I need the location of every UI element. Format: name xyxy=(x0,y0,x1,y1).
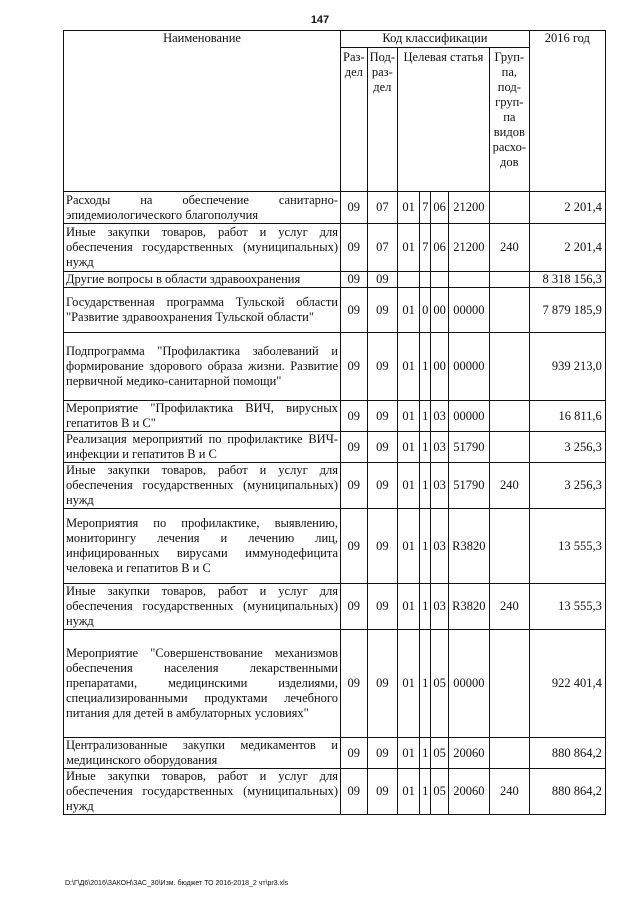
row-code-2: 1 xyxy=(420,401,431,432)
row-podrazdel: 07 xyxy=(367,192,397,224)
row-podrazdel: 09 xyxy=(367,738,397,769)
table-row xyxy=(64,463,606,509)
row-amount: 3 256,3 xyxy=(529,463,605,509)
table-row xyxy=(64,401,606,432)
row-amount: 13 555,3 xyxy=(529,509,605,584)
row-amount: 922 401,4 xyxy=(529,630,605,738)
row-code-2: 0 xyxy=(420,288,431,333)
table-row xyxy=(64,333,606,401)
row-code-4: R3820 xyxy=(448,509,489,584)
row-vid xyxy=(489,333,529,401)
row-razdel: 09 xyxy=(341,288,368,333)
row-vid: 240 xyxy=(489,584,529,630)
row-amount: 16 811,6 xyxy=(529,401,605,432)
row-amount: 939 213,0 xyxy=(529,333,605,401)
row-name: Государственная программа Тульской области "Развитие здравоохранения Тульской области" xyxy=(64,288,341,333)
row-razdel: 09 xyxy=(341,333,368,401)
row-amount: 3 256,3 xyxy=(529,432,605,463)
header-podrazdel: Под- раз- дел xyxy=(367,48,397,192)
row-code-1: 01 xyxy=(398,401,420,432)
row-code-3: 00 xyxy=(431,333,449,401)
row-podrazdel: 09 xyxy=(367,463,397,509)
row-code-1: 01 xyxy=(398,432,420,463)
row-name: Централизованные закупки медикаментов и медицинского оборудования xyxy=(64,738,341,769)
row-podrazdel: 09 xyxy=(367,272,397,288)
row-razdel: 09 xyxy=(341,463,368,509)
row-amount: 13 555,3 xyxy=(529,584,605,630)
row-name: Мероприятие "Профилактика ВИЧ, вирусных гепатитов В и С" xyxy=(64,401,341,432)
row-podrazdel: 09 xyxy=(367,630,397,738)
row-razdel: 09 xyxy=(341,224,368,272)
row-razdel: 09 xyxy=(341,738,368,769)
row-vid xyxy=(489,509,529,584)
row-vid xyxy=(489,272,529,288)
row-code-2: 7 xyxy=(420,224,431,272)
header-celevaya: Целевая статья xyxy=(398,48,490,192)
row-razdel: 09 xyxy=(341,401,368,432)
row-vid xyxy=(489,192,529,224)
row-code-1: 01 xyxy=(398,333,420,401)
row-name: Реализация мероприятий по профилактике ВИЧ-инфекции и гепатитов В и С xyxy=(64,432,341,463)
row-code-1: 01 xyxy=(398,224,420,272)
row-code-2: 1 xyxy=(420,432,431,463)
row-razdel: 09 xyxy=(341,630,368,738)
row-code-4: 21200 xyxy=(448,224,489,272)
row-name: Подпрограмма "Профилактика заболеваний и формирование здорового образа жизни. Развитие первичной медико-санитарной помощи" xyxy=(64,333,341,401)
row-amount: 880 864,2 xyxy=(529,769,605,815)
row-code-1: 01 xyxy=(398,463,420,509)
row-code-2: 1 xyxy=(420,333,431,401)
row-name: Мероприятия по профилактике, выявлению, мониторингу лечения и лечению лиц, инфицированных вирусами иммунодефицита человека и гепатитов В и С xyxy=(64,509,341,584)
header-code: Код классификации xyxy=(341,31,530,48)
header-year: 2016 год xyxy=(529,31,605,192)
header-razdel: Раз- дел xyxy=(341,48,368,192)
row-amount: 8 318 156,3 xyxy=(529,272,605,288)
row-code-3: 06 xyxy=(431,224,449,272)
row-code-2 xyxy=(420,272,431,288)
row-code-1: 01 xyxy=(398,630,420,738)
row-code-3: 03 xyxy=(431,509,449,584)
row-vid: 240 xyxy=(489,769,529,815)
row-razdel: 09 xyxy=(341,192,368,224)
budget-table xyxy=(63,30,606,815)
row-amount: 880 864,2 xyxy=(529,738,605,769)
row-podrazdel: 09 xyxy=(367,401,397,432)
row-code-4: 51790 xyxy=(448,463,489,509)
row-code-2: 1 xyxy=(420,509,431,584)
row-code-3: 03 xyxy=(431,401,449,432)
row-code-3: 05 xyxy=(431,769,449,815)
row-code-1: 01 xyxy=(398,584,420,630)
row-code-2: 1 xyxy=(420,630,431,738)
table-row xyxy=(64,509,606,584)
row-podrazdel: 09 xyxy=(367,584,397,630)
row-code-3: 05 xyxy=(431,630,449,738)
row-vid: 240 xyxy=(489,224,529,272)
row-code-2: 1 xyxy=(420,463,431,509)
file-path-footer: D:\Г\Д6\2016\ЗАКОН\ЗАС_30\Изм. бюджет ТО 2016-2018_2 чт\pr3.xls xyxy=(65,880,289,887)
row-name: Мероприятие "Совершенствование механизмов обеспечения населения лекарственными препаратами, медицинскими изделиями, специализированными продуктами лечебного питания для детей в амбулаторных условиях" xyxy=(64,630,341,738)
row-code-4: 20060 xyxy=(448,769,489,815)
row-code-4: 21200 xyxy=(448,192,489,224)
row-razdel: 09 xyxy=(341,432,368,463)
row-code-4 xyxy=(448,272,489,288)
row-vid xyxy=(489,630,529,738)
table-row xyxy=(64,288,606,333)
row-code-2: 1 xyxy=(420,769,431,815)
row-podrazdel: 09 xyxy=(367,432,397,463)
row-code-3 xyxy=(431,272,449,288)
row-podrazdel: 09 xyxy=(367,288,397,333)
row-vid: 240 xyxy=(489,463,529,509)
row-code-3: 06 xyxy=(431,192,449,224)
header-name: Наименование xyxy=(64,31,341,192)
row-amount: 7 879 185,9 xyxy=(529,288,605,333)
table-row xyxy=(64,192,606,224)
table-row xyxy=(64,584,606,630)
row-amount: 2 201,4 xyxy=(529,192,605,224)
row-code-1: 01 xyxy=(398,192,420,224)
row-code-3: 03 xyxy=(431,432,449,463)
row-name: Иные закупки товаров, работ и услуг для обеспечения государственных (муниципальных) нужд xyxy=(64,463,341,509)
row-code-2: 7 xyxy=(420,192,431,224)
row-code-4: 00000 xyxy=(448,288,489,333)
page-number: 147 xyxy=(310,14,330,26)
row-code-4: 51790 xyxy=(448,432,489,463)
row-code-3: 03 xyxy=(431,463,449,509)
table-row xyxy=(64,769,606,815)
row-code-4: R3820 xyxy=(448,584,489,630)
row-vid xyxy=(489,288,529,333)
row-name: Иные закупки товаров, работ и услуг для обеспечения государственных (муниципальных) нужд xyxy=(64,584,341,630)
row-razdel: 09 xyxy=(341,769,368,815)
row-code-1: 01 xyxy=(398,288,420,333)
table-row xyxy=(64,432,606,463)
row-code-1: 01 xyxy=(398,738,420,769)
row-code-4: 00000 xyxy=(448,630,489,738)
row-code-1 xyxy=(398,272,420,288)
row-vid xyxy=(489,432,529,463)
row-code-4: 00000 xyxy=(448,401,489,432)
row-razdel: 09 xyxy=(341,509,368,584)
row-code-3: 03 xyxy=(431,584,449,630)
row-podrazdel: 09 xyxy=(367,769,397,815)
header-gruppa: Груп- па, под- груп- па видов расхо- дов xyxy=(489,48,529,192)
row-name: Иные закупки товаров, работ и услуг для обеспечения государственных (муниципальных) нужд xyxy=(64,769,341,815)
row-name: Другие вопросы в области здравоохранения xyxy=(64,272,341,288)
table-row xyxy=(64,272,606,288)
row-vid xyxy=(489,401,529,432)
row-code-2: 1 xyxy=(420,738,431,769)
row-razdel: 09 xyxy=(341,272,368,288)
row-vid xyxy=(489,738,529,769)
row-code-1: 01 xyxy=(398,769,420,815)
row-code-2: 1 xyxy=(420,584,431,630)
row-code-4: 00000 xyxy=(448,333,489,401)
row-code-4: 20060 xyxy=(448,738,489,769)
row-code-1: 01 xyxy=(398,509,420,584)
table-row xyxy=(64,224,606,272)
row-podrazdel: 09 xyxy=(367,509,397,584)
row-code-3: 05 xyxy=(431,738,449,769)
row-name: Иные закупки товаров, работ и услуг для обеспечения государственных (муниципальных) нужд xyxy=(64,224,341,272)
row-amount: 2 201,4 xyxy=(529,224,605,272)
row-razdel: 09 xyxy=(341,584,368,630)
row-name: Расходы на обеспечение санитарно-эпидемиологического благополучия xyxy=(64,192,341,224)
row-code-3: 00 xyxy=(431,288,449,333)
table-row xyxy=(64,630,606,738)
row-podrazdel: 09 xyxy=(367,333,397,401)
row-podrazdel: 07 xyxy=(367,224,397,272)
table-row xyxy=(64,738,606,769)
